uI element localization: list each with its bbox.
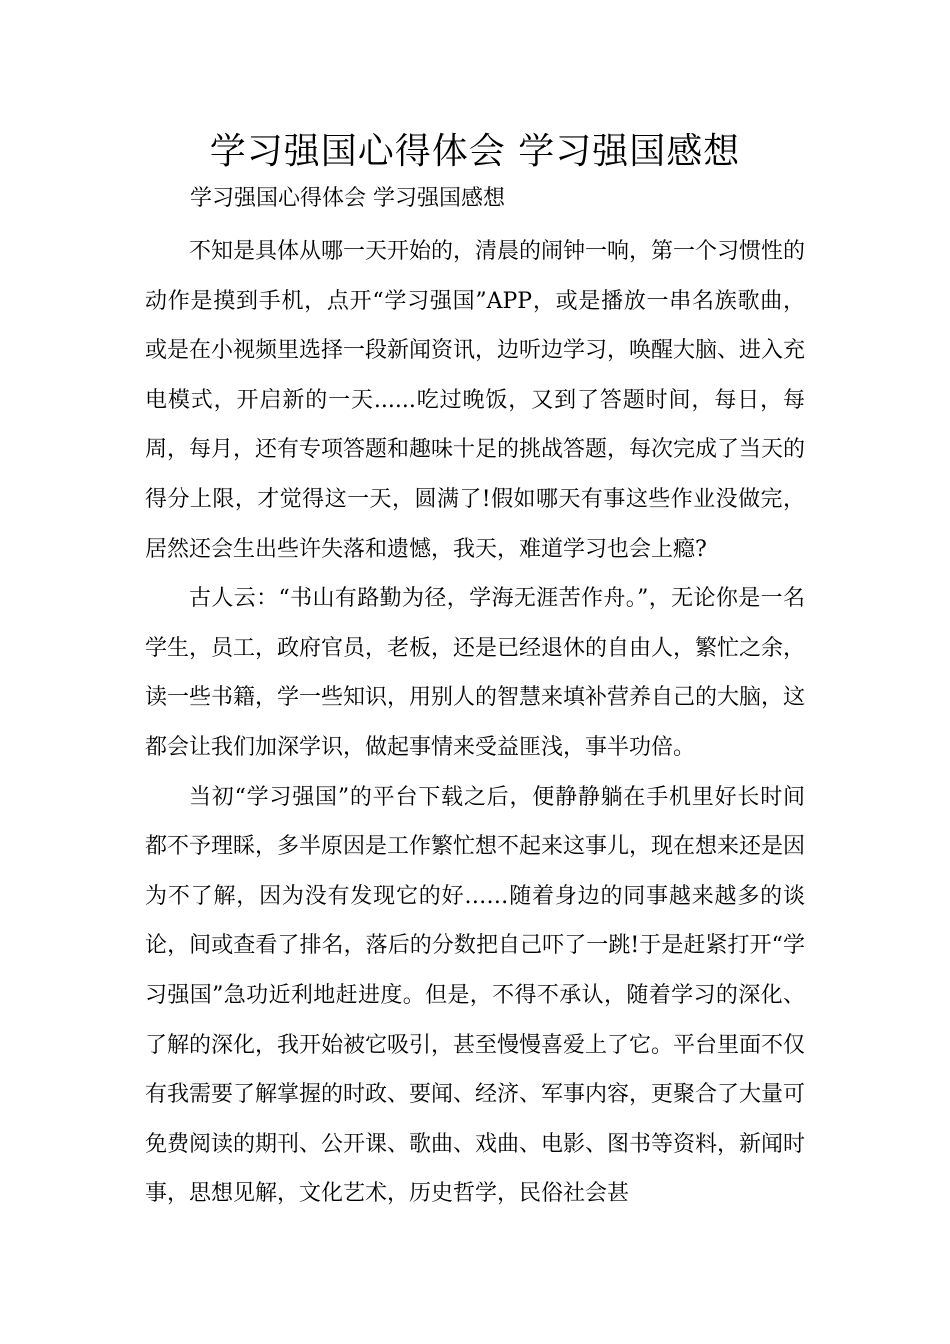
paragraph-2: 古人云：“书山有路勤为径，学海无涯苦作舟。”，无论你是一名学生，员工，政府官员，老板，还是已经退休的自由人，繁忙之余，读一些书籍，学一些知识，用别人的智慧来填补营养自己的大脑，这都会让我们加深学识，做起事情来受益匪浅，事半功倍。 bbox=[145, 586, 806, 760]
document-title: 学习强国心得体会 学习强国感想 bbox=[209, 131, 741, 172]
document-body bbox=[145, 227, 805, 1219]
paragraph-1: 不知是具体从哪一天开始的，清晨的闹钟一响，第一个习惯性的动作是摸到手机，点开“学习强国”APP，或是播放一串名族歌曲，或是在小视频里选择一段新闻资讯，边听边学习，唤醒大脑、进入充电模式，开启新的一天......吃过晚饭，又到了答题时间，每日，每周，每月，还有专项答题和趣味十足的挑战答题，每次完成了当天的得分上限，才觉得这一天，圆满了!假如哪天有事这些作业没做完，居然还会生出些许失落和遗憾，我天，难道学习也会上瘾? bbox=[145, 239, 806, 562]
document-subtitle: 学习强国心得体会 学习强国感想 bbox=[190, 186, 505, 211]
paragraph-3: 当初“学习强国”的平台下载之后，便静静躺在手机里好长时间都不予理睬，多半原因是工作繁忙想不起来这事儿，现在想来还是因为不了解，因为没有发现它的好……随着身边的同事越来越多的谈论，间或查看了排名，落后的分数把自己吓了一跳!于是赶紧打开“学习强国”急功近利地赶进度。但是，不得不承认，随着学习的深化、了解的深化，我开始被它吸引，甚至慢慢喜爱上了它。平台里面不仅有我需要了解掌握的时政、要闻、经济、军事内容，更聚合了大量可免费阅读的期刊、公开课、歌曲、戏曲、电影、图书等资料，新闻时事，思想见解，文化艺术，历史哲学，民俗社会甚 bbox=[145, 784, 806, 1207]
